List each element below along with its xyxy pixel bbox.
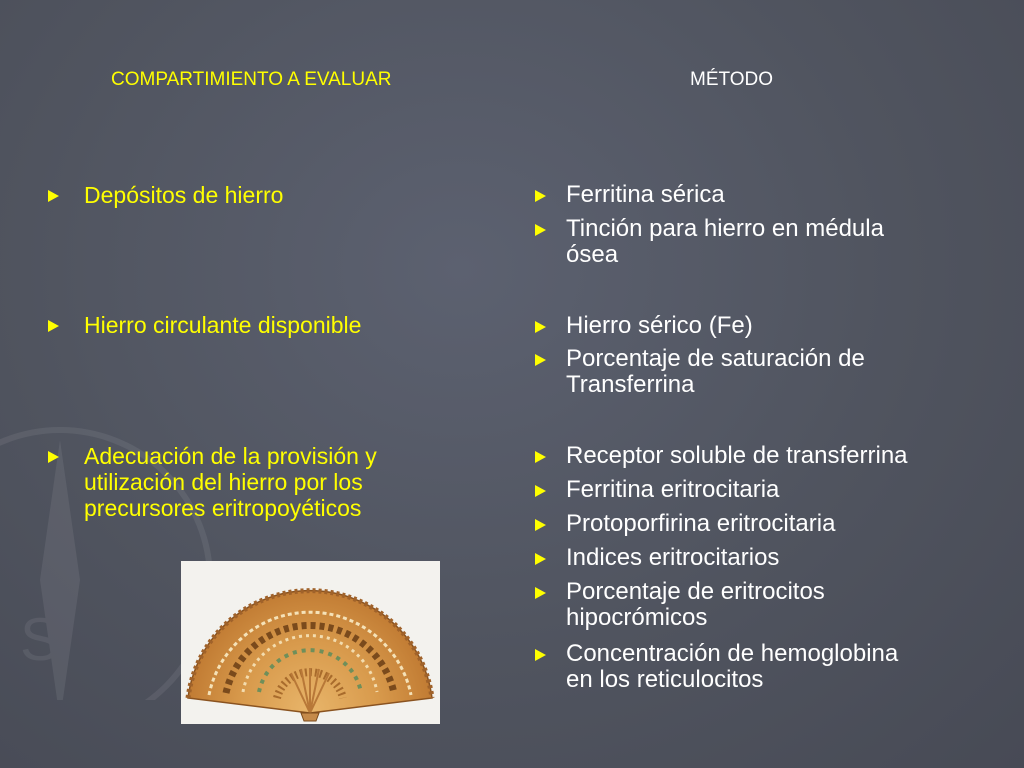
bullet-arrow-icon	[535, 587, 546, 599]
bullet-arrow-icon	[535, 190, 546, 202]
method-line: en los reticulocitos	[566, 666, 764, 693]
bullet-arrow-icon	[535, 649, 546, 661]
compartment-item	[48, 443, 377, 521]
method-item	[535, 443, 908, 469]
compartment-item	[48, 312, 361, 338]
bullet-arrow-icon	[535, 519, 546, 531]
method-line: Indices eritrocitarios	[566, 544, 780, 571]
method-item	[535, 641, 898, 693]
method-line: Hierro sérico (Fe)	[566, 312, 753, 339]
method-item	[535, 579, 825, 631]
method-item	[535, 182, 725, 208]
method-line: hipocrómicos	[566, 604, 708, 631]
method-line: Porcentaje de saturación de	[566, 345, 865, 372]
bullet-arrow-icon	[48, 320, 59, 332]
method-line: Protoporfirina eritrocitaria	[566, 510, 836, 537]
column-heading-compartment: COMPARTIMIENTO A EVALUAR	[111, 69, 392, 90]
method-item	[535, 313, 753, 339]
method-item	[535, 511, 835, 537]
method-line: Ferritina eritrocitaria	[566, 476, 780, 503]
method-line: Transferrina	[566, 371, 695, 398]
bullet-arrow-icon	[48, 451, 59, 463]
compartment-item	[48, 182, 283, 208]
bullet-arrow-icon	[535, 354, 546, 366]
compartment-line: precursores eritropoyéticos	[84, 495, 362, 521]
bullet-arrow-icon	[48, 190, 59, 202]
method-line: ósea	[566, 241, 619, 268]
method-item	[535, 545, 779, 571]
compartment-line: Depósitos de hierro	[84, 182, 284, 208]
hand-fan-image	[181, 561, 440, 724]
hand-fan-icon	[181, 561, 440, 724]
compartment-line: utilización del hierro por los	[84, 469, 363, 495]
method-line: Concentración de hemoglobina	[566, 640, 899, 667]
method-item	[535, 477, 779, 503]
bullet-arrow-icon	[535, 451, 546, 463]
bullet-arrow-icon	[535, 321, 546, 333]
compartment-line: Hierro circulante disponible	[84, 312, 362, 338]
method-line: Porcentaje de eritrocitos	[566, 578, 825, 605]
bullet-arrow-icon	[535, 553, 546, 565]
method-item	[535, 216, 884, 268]
column-heading-method: MÉTODO	[690, 69, 774, 90]
method-item	[535, 346, 865, 398]
bullet-arrow-icon	[535, 224, 546, 236]
method-line: Ferritina sérica	[566, 181, 725, 208]
svg-text:S: S	[20, 606, 61, 673]
bullet-arrow-icon	[535, 485, 546, 497]
compartment-line: Adecuación de la provisión y	[84, 443, 377, 469]
method-line: Receptor soluble de transferrina	[566, 442, 908, 469]
method-line: Tinción para hierro en médula	[566, 215, 884, 242]
